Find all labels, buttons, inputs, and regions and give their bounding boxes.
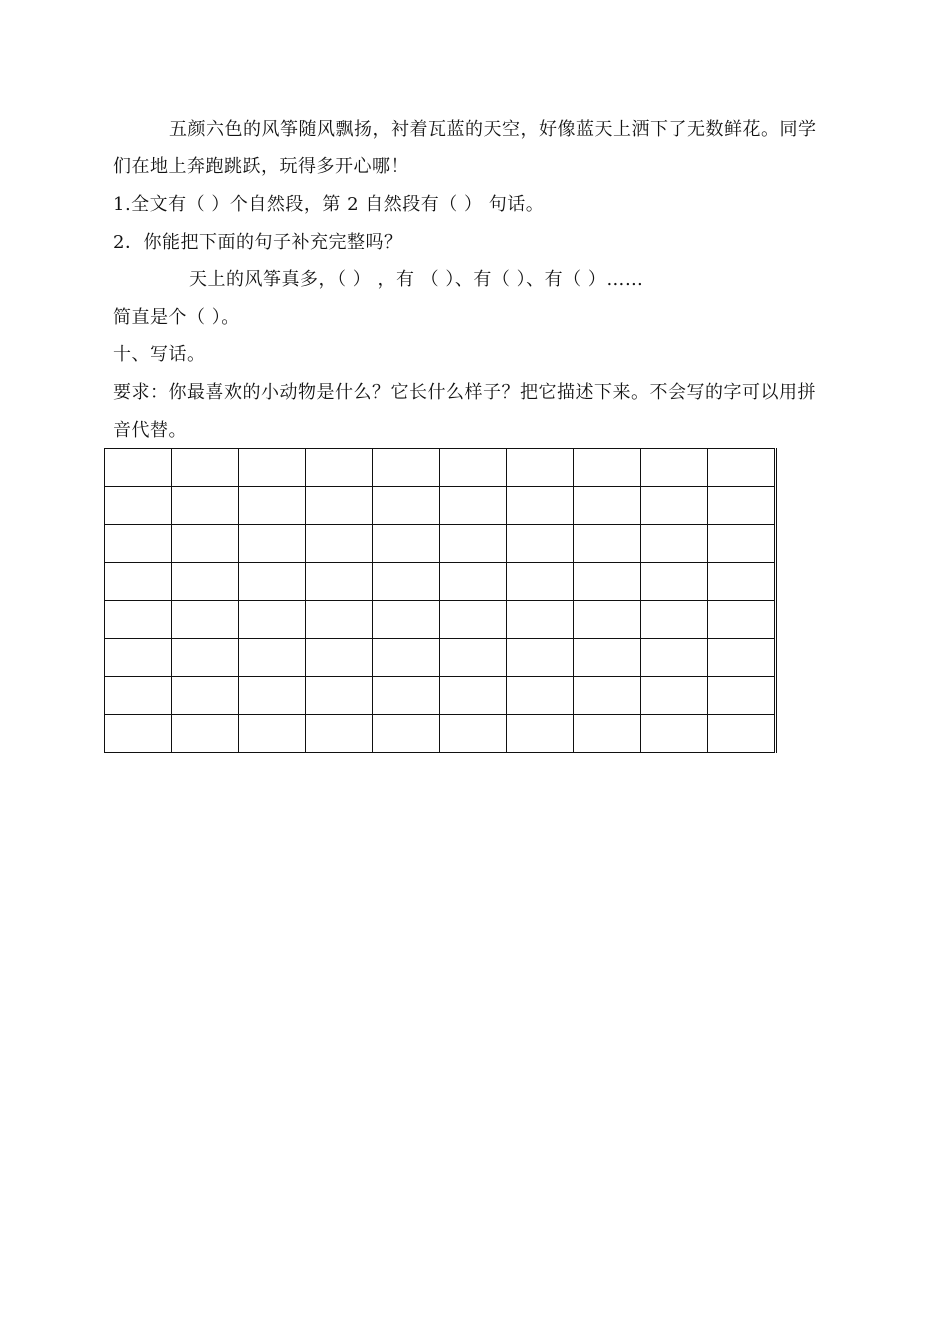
grid-cell[interactable] [105, 487, 172, 525]
grid-cell[interactable] [507, 601, 574, 639]
question-2-sentence-text: 天上的风筝真多，（ ） ，有 （ ）、有（ ）、有（ ）…… [189, 269, 644, 290]
grid-cell[interactable] [373, 715, 440, 753]
grid-cell[interactable] [641, 601, 708, 639]
grid-cell[interactable] [105, 639, 172, 677]
passage-line-2: 们在地上奔跑跳跃，玩得多开心哪！ [113, 156, 409, 177]
grid-cell[interactable] [574, 449, 641, 487]
grid-cell[interactable] [440, 677, 507, 715]
grid-cell[interactable] [507, 449, 574, 487]
grid-cell[interactable] [641, 563, 708, 601]
question-2: 2．你能把下面的句子补充完整吗？ [113, 232, 403, 253]
grid-cell[interactable] [306, 639, 373, 677]
grid-cell[interactable] [641, 639, 708, 677]
grid-cell[interactable] [373, 563, 440, 601]
grid-row [105, 487, 776, 525]
grid-row [105, 715, 776, 753]
grid-cell[interactable] [373, 677, 440, 715]
grid-cell[interactable] [708, 487, 776, 525]
grid-cell[interactable] [507, 639, 574, 677]
grid-cell[interactable] [172, 601, 239, 639]
grid-cell[interactable] [306, 449, 373, 487]
question-2-sentence-end: 简直是个（ ）。 [113, 307, 240, 328]
question-2-sentence [113, 268, 843, 292]
grid-cell[interactable] [440, 449, 507, 487]
grid-cell[interactable] [708, 563, 776, 601]
grid-cell[interactable] [306, 563, 373, 601]
grid-cell[interactable] [172, 677, 239, 715]
grid-cell[interactable] [239, 487, 306, 525]
grid-cell[interactable] [507, 715, 574, 753]
grid-cell[interactable] [708, 677, 776, 715]
grid-cell[interactable] [574, 525, 641, 563]
grid-cell[interactable] [239, 449, 306, 487]
grid-cell[interactable] [306, 677, 373, 715]
grid-cell[interactable] [105, 677, 172, 715]
grid-cell[interactable] [440, 601, 507, 639]
question-1: 1.全文有（ ）个自然段，第 2 自然段有（ ） 句话。 [113, 194, 545, 215]
grid-cell[interactable] [574, 563, 641, 601]
grid-row [105, 449, 776, 487]
grid-cell[interactable] [574, 487, 641, 525]
grid-cell[interactable] [641, 449, 708, 487]
grid-cell[interactable] [373, 639, 440, 677]
grid-cell[interactable] [708, 449, 776, 487]
grid-cell[interactable] [239, 639, 306, 677]
section-title: 十、写话。 [113, 344, 206, 365]
grid-cell[interactable] [641, 677, 708, 715]
grid-cell[interactable] [306, 601, 373, 639]
grid-cell[interactable] [708, 525, 776, 563]
grid-cell[interactable] [172, 487, 239, 525]
grid-cell[interactable] [440, 715, 507, 753]
grid-cell[interactable] [373, 601, 440, 639]
grid-cell[interactable] [172, 449, 239, 487]
passage-line-1 [113, 118, 843, 142]
grid-cell[interactable] [172, 715, 239, 753]
grid-cell[interactable] [507, 487, 574, 525]
passage-text-1: 五颜六色的风筝随风飘扬，衬着瓦蓝的天空，好像蓝天上洒下了无数鲜花。同学 [169, 119, 817, 140]
grid-cell[interactable] [574, 677, 641, 715]
grid-cell[interactable] [105, 525, 172, 563]
grid-cell[interactable] [373, 487, 440, 525]
grid-cell[interactable] [507, 525, 574, 563]
grid-cell[interactable] [641, 487, 708, 525]
grid-cell[interactable] [105, 449, 172, 487]
grid-cell[interactable] [239, 601, 306, 639]
grid-cell[interactable] [239, 563, 306, 601]
grid-cell[interactable] [708, 639, 776, 677]
grid-cell[interactable] [373, 525, 440, 563]
grid-cell[interactable] [239, 525, 306, 563]
requirement-line-1: 要求：你最喜欢的小动物是什么？它长什么样子？把它描述下来。不会写的字可以用拼 [113, 382, 816, 403]
grid-cell[interactable] [306, 487, 373, 525]
grid-cell[interactable] [440, 563, 507, 601]
grid-cell[interactable] [641, 715, 708, 753]
grid-cell[interactable] [440, 525, 507, 563]
grid-row [105, 525, 776, 563]
grid-cell[interactable] [574, 639, 641, 677]
grid-cell[interactable] [440, 639, 507, 677]
grid-cell[interactable] [373, 449, 440, 487]
grid-cell[interactable] [306, 715, 373, 753]
grid-row [105, 677, 776, 715]
grid-cell[interactable] [172, 639, 239, 677]
grid-cell[interactable] [239, 715, 306, 753]
grid-cell[interactable] [172, 525, 239, 563]
grid-cell[interactable] [105, 715, 172, 753]
grid-cell[interactable] [574, 715, 641, 753]
grid-cell[interactable] [507, 563, 574, 601]
grid-row [105, 601, 776, 639]
requirement-line-2: 音代替。 [113, 420, 187, 441]
grid-row [105, 563, 776, 601]
writing-grid[interactable] [104, 448, 777, 753]
grid-cell[interactable] [574, 601, 641, 639]
grid-cell[interactable] [440, 487, 507, 525]
grid-cell[interactable] [172, 563, 239, 601]
grid-cell[interactable] [708, 601, 776, 639]
grid-cell[interactable] [507, 677, 574, 715]
grid-row [105, 639, 776, 677]
grid-cell[interactable] [239, 677, 306, 715]
grid-cell[interactable] [105, 563, 172, 601]
grid-cell[interactable] [306, 525, 373, 563]
grid-cell[interactable] [641, 525, 708, 563]
grid-cell[interactable] [708, 715, 776, 753]
grid-cell[interactable] [105, 601, 172, 639]
